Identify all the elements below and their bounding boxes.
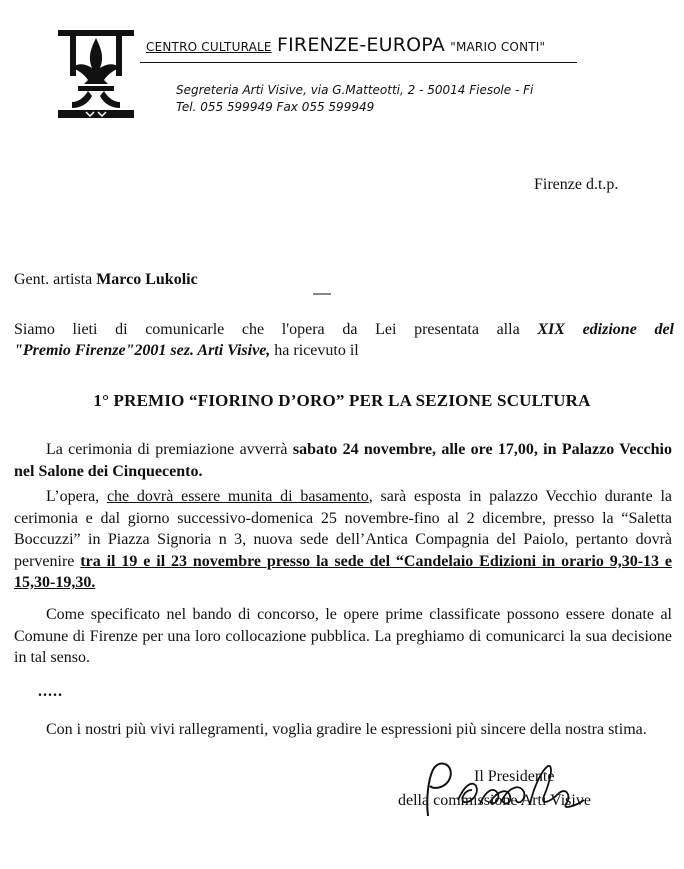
closing-paragraph	[14, 719, 672, 741]
prize-name: "Premio Firenze"2001 sez. Arti Visive,	[14, 342, 271, 359]
base-requirement: che dovrà essere munita di basamento	[106, 488, 369, 505]
ceremony-paragraph	[14, 439, 672, 482]
exhibition-text-c: , sarà esposta in palazzo Vecchio durante la cerimonia e dal giorno successivo-domenica 25 novembre-fino al 2 dicembre, presso la “Saletta Boccuzzi” in Piazza Signoria n 3, nuova sede dell’Antica Compagnia del Paiolo, pertanto dovrà pervenire	[14, 488, 673, 570]
prize-heading: 1° PREMIO “FIORINO D’ORO” PER LA SEZIONE SCULTURA	[93, 391, 591, 410]
org-suffix: "MARIO CONTI"	[450, 40, 546, 54]
letter-date: Firenze d.t.p.	[534, 176, 619, 193]
recipient	[14, 271, 198, 289]
recipient-name: Marco Lukolic	[96, 271, 198, 288]
scan-speck	[313, 293, 331, 295]
donation-paragraph	[14, 604, 672, 669]
intro-text-1: Siamo lieti di comunicarle che l'opera da Lei presentata alla	[14, 321, 538, 338]
signature-block	[398, 768, 638, 828]
org-main: FIRENZE-EUROPA	[277, 34, 445, 56]
ceremony-details: sabato 24 novembre, alle ore 17,00, in Palazzo Vecchio nel Salone dei Cinquecento.	[14, 441, 672, 480]
ellipsis: .....	[38, 683, 63, 700]
org-prefix: CENTRO CULTURALE	[146, 40, 272, 54]
edition-label: XIX edizione del	[537, 321, 675, 338]
letterhead-rule	[140, 62, 577, 63]
signatory-title: Il Presidente	[474, 768, 555, 785]
intro-line-1	[14, 319, 674, 340]
intro-line-2	[14, 340, 674, 361]
ceremony-text: La cerimonia di premiazione avverrà	[46, 441, 293, 458]
signatory-department: della commissione Arti Visive	[398, 792, 591, 809]
closing-text: Con i nostri più vivi rallegramenti, voglia gradire le espressioni più sincere della nostra stima.	[46, 721, 647, 738]
handwritten-signature	[420, 760, 590, 822]
exhibition-paragraph	[14, 486, 672, 594]
phone-line: Tel. 055 599949 Fax 055 599949	[176, 100, 375, 114]
address-line: Segreteria Arti Visive, via G.Matteotti, 2 - 50014 Fiesole - Fi	[176, 83, 534, 97]
letterhead-address	[176, 82, 533, 116]
recipient-prefix: Gent. artista	[14, 271, 93, 288]
organization-name	[146, 34, 545, 56]
intro-paragraph	[14, 319, 674, 361]
delivery-details: tra il 19 e il 23 novembre presso la sede del “Candelaio Edizioni in orario 9,30-13 e 15,30-19,30.	[14, 552, 673, 591]
donation-text: Come specificato nel bando di concorso, le opere prime classificate possono essere donate al Comune di Firenze per una loro collocazione pubblica. La preghiamo di comunicarci la sua decisione in tal senso.	[14, 606, 672, 666]
intro-text-2: ha ricevuto il	[270, 342, 359, 359]
exhibition-text-a: L’opera,	[46, 488, 107, 505]
fleur-de-lis-icon	[56, 28, 136, 120]
